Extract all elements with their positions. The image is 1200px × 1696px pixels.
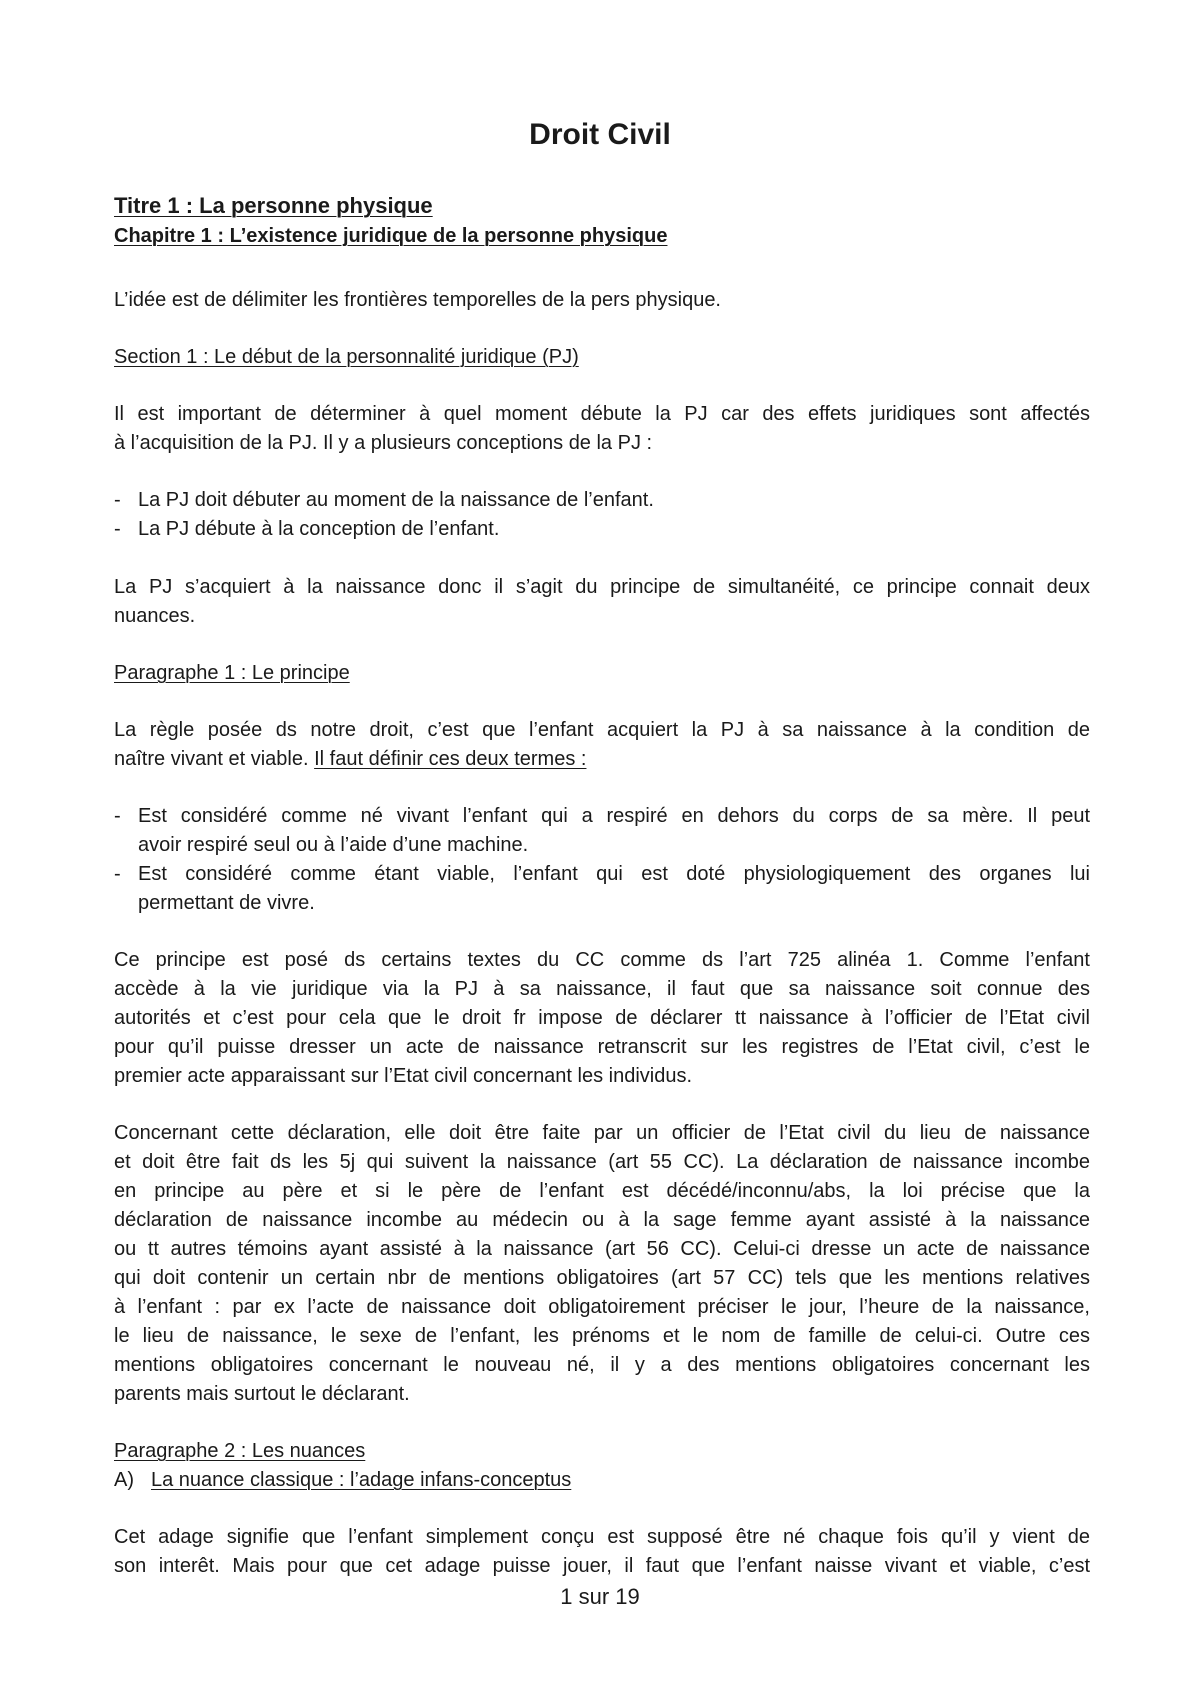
- paragraph-4-line: autorités et c’est pour cela que le droit fr impose de déclarer tt naissance à l’officier de l’Etat civil: [114, 1007, 1090, 1029]
- document-title: Droit Civil: [529, 118, 671, 151]
- chapitre-heading: Chapitre 1 : L’existence juridique de la personne physique: [114, 225, 668, 247]
- paragraph-4-line: Ce principe est posé ds certains textes du CC comme ds l’art 725 alinéa 1. Comme l’enfant: [114, 949, 1090, 971]
- paragraph-1-line-2: à l’acquisition de la PJ. Il y a plusieurs conceptions de la PJ :: [114, 432, 653, 454]
- list-item-line: avoir respiré seul ou à l’aide d’une machine.: [138, 834, 529, 856]
- paragraph-5-line: à l’enfant : par ex l’acte de naissance doit obligatoirement préciser le jour, l’heure de la naissance,: [114, 1296, 1090, 1318]
- list-dash: -: [114, 805, 121, 827]
- paragraph-2-line-1: La PJ s’acquiert à la naissance donc il s’agit du principe de simultanéité, ce principe connait deux: [114, 576, 1090, 598]
- list-dash: -: [114, 489, 121, 511]
- paragraph-4-line: accède à la vie juridique via la PJ à sa naissance, il faut que sa naissance soit connue des: [114, 978, 1090, 1000]
- subsection-a-letter: A): [114, 1469, 134, 1491]
- section-1-heading: Section 1 : Le début de la personnalité juridique (PJ): [114, 346, 579, 368]
- list-item-line: Est considéré comme né vivant l’enfant qui a respiré en dehors du corps de sa mère. Il peut: [138, 805, 1090, 827]
- intro-paragraph: L’idée est de délimiter les frontières temporelles de la pers physique.: [114, 289, 721, 311]
- list-dash: -: [114, 863, 121, 885]
- titre-heading: Titre 1 : La personne physique: [114, 193, 433, 218]
- paragraphe-1-heading: Paragraphe 1 : Le principe: [114, 662, 350, 684]
- list-dash: -: [114, 518, 121, 540]
- paragraph-4-line: pour qu’il puisse dresser un acte de naissance retranscrit sur les registres de l’Etat civil, c’est le: [114, 1036, 1090, 1058]
- paragraph-5-line: le lieu de naissance, le sexe de l’enfant, les prénoms et le nom de famille de celui-ci. Outre ces: [114, 1325, 1090, 1347]
- paragraph-2-line-2: nuances.: [114, 605, 196, 627]
- paragraph-4-line: premier acte apparaissant sur l’Etat civil concernant les individus.: [114, 1065, 693, 1087]
- paragraph-1-line-1: Il est important de déterminer à quel moment débute la PJ car des effets juridiques sont affectés: [114, 403, 1090, 425]
- subsection-a-heading: La nuance classique : l’adage infans-conceptus: [151, 1469, 572, 1491]
- paragraph-3-text: naître vivant et viable.: [114, 748, 315, 770]
- list-item-line: Est considéré comme étant viable, l’enfant qui est doté physiologiquement des organes lui: [138, 863, 1090, 885]
- list-item: La PJ débute à la conception de l’enfant.: [138, 518, 500, 540]
- paragraph-3-line-1: La règle posée ds notre droit, c’est que l’enfant acquiert la PJ à sa naissance à la condition de: [114, 719, 1090, 741]
- paragraph-5-line: mentions obligatoires concernant le nouveau né, il y a des mentions obligatoires concernant les: [114, 1354, 1090, 1376]
- paragraph-5-line: Concernant cette déclaration, elle doit être faite par un officier de l’Etat civil du lieu de naissance: [114, 1122, 1090, 1144]
- paragraph-5-line: ou tt autres témoins ayant assisté à la naissance (art 56 CC). Celui-ci dresse un acte de naissance: [114, 1238, 1090, 1260]
- paragraph-3-line-2: [114, 745, 1090, 774]
- list-item-line: permettant de vivre.: [138, 892, 315, 914]
- paragraphe-2-heading: Paragraphe 2 : Les nuances: [114, 1440, 366, 1462]
- paragraph-6-line: Cet adage signifie que l’enfant simplement conçu est supposé être né chaque fois qu’il y vient de: [114, 1526, 1090, 1548]
- paragraph-6-line: son interêt. Mais pour que cet adage puisse jouer, il faut que l’enfant naisse vivant et viable, c’est: [114, 1555, 1090, 1577]
- paragraph-5-line: parents mais surtout le déclarant.: [114, 1383, 410, 1405]
- paragraph-5-line: en principe au père et si le père de l’enfant est décédé/inconnu/abs, la loi précise que la: [114, 1180, 1090, 1202]
- paragraph-5-line: et doit être fait ds les 5j qui suivent la naissance (art 55 CC). La déclaration de naissance incombe: [114, 1151, 1090, 1173]
- paragraph-5-line: qui doit contenir un certain nbr de mentions obligatoires (art 57 CC) tels que les mentions relatives: [114, 1267, 1090, 1289]
- paragraph-3-underlined-text: Il faut définir ces deux termes :: [314, 748, 587, 770]
- paragraph-5-line: déclaration de naissance incombe au médecin ou à la sage femme ayant assisté à la naissance: [114, 1209, 1090, 1231]
- page-number-footer: 1 sur 19: [560, 1584, 640, 1609]
- list-item: La PJ doit débuter au moment de la naissance de l’enfant.: [138, 489, 654, 511]
